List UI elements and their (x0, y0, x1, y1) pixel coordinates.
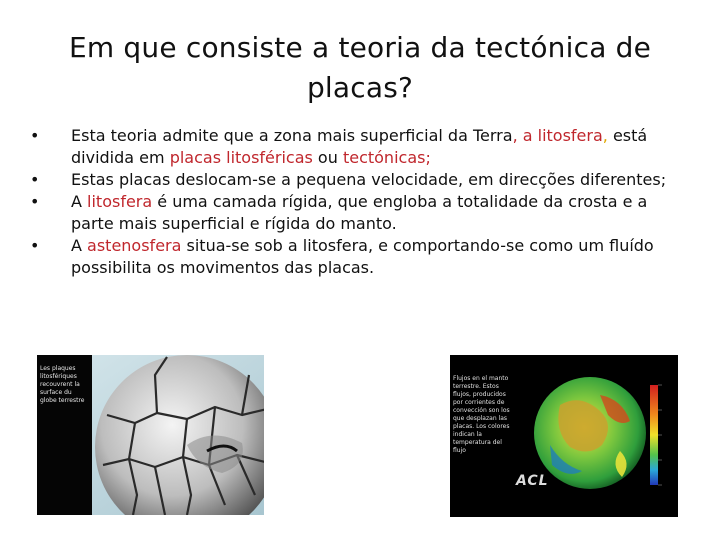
mantle-flow-figure (450, 355, 678, 517)
bullet-item (30, 191, 690, 235)
bullet-text-part-highlight: astenosfera (87, 236, 182, 255)
bullet-text-part-highlight: , (512, 126, 523, 145)
bullet-text-part: A (71, 236, 88, 255)
bullet-dot: • (30, 192, 40, 211)
bullet-text-part: Estas placas deslocam-se a pequena velocidade, em direcções diferentes; (71, 170, 667, 189)
mantle-figure-caption: Flujos en el manto terrestre. Estos flujos, producidos por corrientes de convección son los que desplazan las placas. Los colores indican la temperatura del flujo (453, 375, 510, 454)
bullet-dot: • (30, 126, 40, 145)
bullet-text-part-highlight: placas litosféricas (169, 148, 313, 167)
bullet-text-part: está dividida em (71, 126, 648, 167)
bullet-text-part: situa-se sob a litosfera, e comportando-se como um fluído possibilita os movimentos das placas. (71, 236, 654, 277)
bullet-item (30, 235, 690, 279)
bullet-dot: • (30, 236, 40, 255)
bullet-item (30, 169, 690, 191)
bullet-text-part-highlight: litosfera (87, 192, 153, 211)
bullet-text-part-punct: , (602, 126, 608, 145)
bullet-item (30, 125, 690, 169)
bullet-text-part-highlight: a litosfera (522, 126, 603, 145)
bullet-text-part: ou (312, 148, 343, 167)
acl-logo: ACL (516, 473, 549, 489)
bullet-text-part-highlight: tectónicas; (342, 148, 431, 167)
bullet-text-part: Esta teoria admite que a zona mais superficial da Terra (71, 126, 513, 145)
bullet-text-part: A (71, 192, 88, 211)
bullet-text-part: é uma camada rígida, que engloba a totalidade da crosta e a parte mais superficial e rígida do manto. (71, 192, 648, 233)
bullet-list (30, 125, 690, 279)
bullet-dot: • (30, 170, 40, 189)
plates-globe-figure (37, 355, 264, 515)
slide-title: Em que consiste a teoria da tectónica de placas? (68, 31, 652, 104)
plates-figure-caption: Les plaques litosfériques recouvrent la surface du globe terrestre (37, 355, 92, 515)
